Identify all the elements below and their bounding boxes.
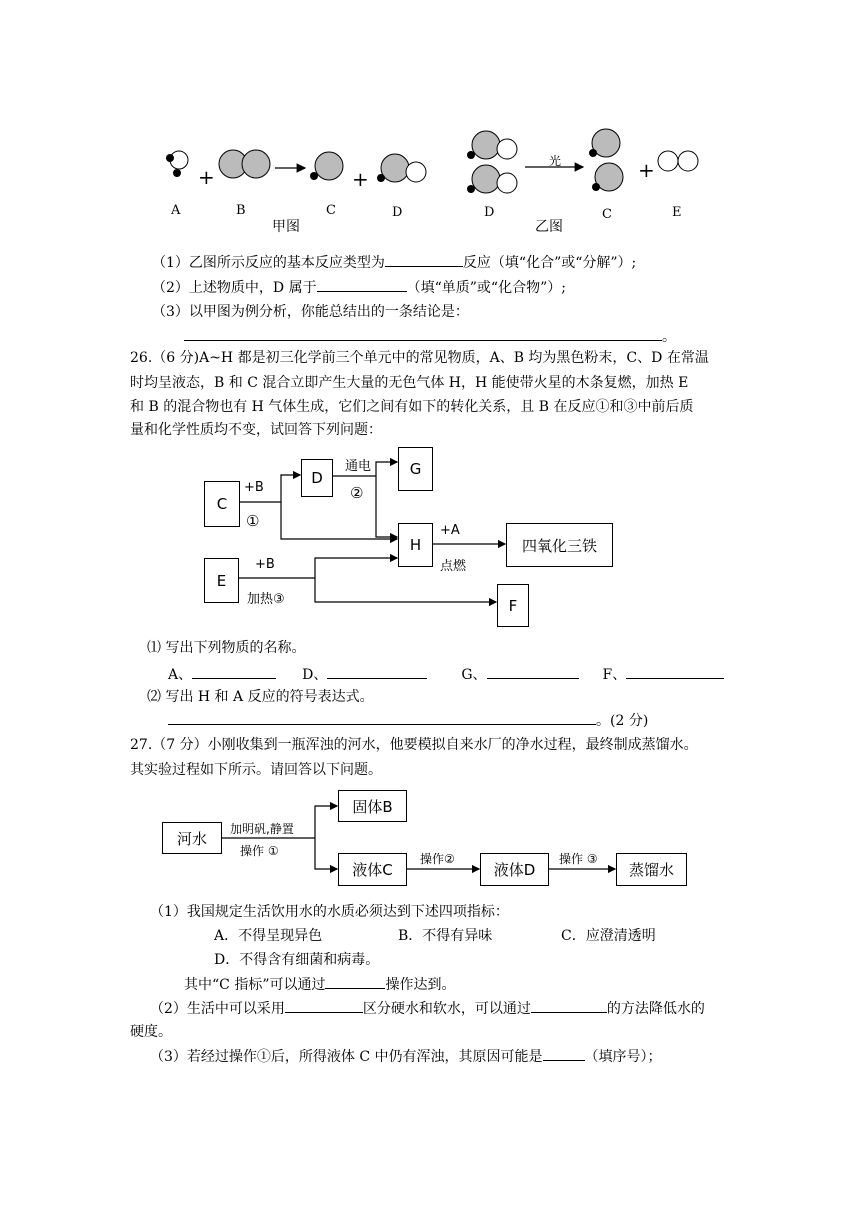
node-D: D	[301, 459, 333, 497]
q27-option-A: A．不得呈现异色	[214, 928, 323, 944]
q27-option-B: B．不得有异味	[398, 928, 493, 944]
answer-blank[interactable]	[531, 998, 607, 1013]
q25-part1: （1）乙图所示反应的基本反应类型为 反应（填“化合”或“分解”）;	[152, 252, 636, 273]
light-label: 光	[549, 154, 562, 168]
q26-sub1: ⑴ 写出下列物质的名称。	[147, 640, 306, 656]
flow-liquid-D: 液体D	[480, 853, 549, 886]
q27-option-C: C．应澄清透明	[561, 928, 656, 944]
answer-blank[interactable]	[325, 974, 385, 989]
q26-stem-line: 量和化学性质均不变，试回答下列问题：	[130, 422, 382, 438]
flow-solid-B: 固体B	[338, 790, 407, 822]
edge-label-circle2: ②	[350, 484, 364, 502]
answer-blank[interactable]	[285, 998, 363, 1013]
edge-label-heat: 加热③	[247, 592, 285, 607]
caption-yi: 乙图	[535, 219, 563, 235]
node-F: F	[497, 584, 529, 627]
label-D: D	[484, 205, 495, 220]
flow-label-op1: 操作 ①	[240, 844, 279, 858]
q27-stem-line: 27.（7 分）小刚收集到一瓶浑浊的河水，他要模拟自来水厂的净水过程，最终制成蒸馏水。	[130, 737, 698, 753]
flow-river-water: 河水	[162, 822, 222, 854]
label-B: B	[236, 203, 246, 218]
node-C: C	[204, 481, 240, 527]
flow-liquid-C: 液体C	[338, 853, 407, 886]
flow-label-op3: 操作 ③	[559, 852, 598, 866]
q27-c-indicator: 其中“C 指标”可以通过 操作达到。	[184, 974, 455, 995]
q27-stem-line: 其实验过程如下所示。请回答以下问题。	[130, 762, 382, 778]
plus-sign: +	[352, 167, 369, 191]
answer-blank[interactable]	[543, 1046, 585, 1061]
q27-part2: （2）生活中可以采用 区分硬水和软水，可以通过 的方法降低水的	[150, 998, 705, 1019]
q26-sub2: ⑵ 写出 H 和 A 反应的符号表达式。	[147, 689, 374, 705]
label-C: C	[326, 203, 336, 218]
q27-part2-cont: 硬度。	[130, 1024, 172, 1040]
label-E: E	[672, 205, 682, 220]
node-G: G	[398, 447, 433, 491]
flow-label-op2: 操作②	[420, 852, 455, 866]
plus-sign: +	[198, 165, 215, 189]
q25-part3: （3）以甲图为例分析，你能总结出的一条结论是：	[152, 304, 469, 320]
edge-label-ignite: 点燃	[440, 559, 467, 574]
q26-stem-line: 和 B 的混合物也有 H 气体生成，它们之间有如下的转化关系，且 B 在反应①和③中前后质	[130, 399, 694, 415]
plus-sign: +	[638, 158, 655, 182]
q27-part3: （3）若经过操作①后，所得液体 C 中仍有浑浊，其原因可能是 （填序号）；	[150, 1046, 662, 1067]
edge-label-electrolysis: 通电	[345, 459, 372, 474]
node-E: E	[204, 558, 239, 603]
q27-option-D: D．不得含有细菌和病毒。	[214, 952, 380, 968]
q26-stem-line: 时均呈液态，B 和 C 混合立即产生大量的无色气体 H，H 能使带火星的木条复燃，加热 E	[130, 375, 689, 391]
q26-answer-line: 。(2 分)	[168, 710, 648, 731]
node-H: H	[398, 523, 433, 567]
q25-part2: （2）上述物质中，D 属于 （填“单质”或“化合物”）;	[152, 277, 566, 298]
edge-label-plusA: +A	[440, 523, 460, 538]
caption-jia: 甲图	[272, 219, 300, 235]
edge-label-circle1: ①	[246, 512, 260, 530]
node-fe3o4: 四氧化三铁	[506, 523, 613, 567]
label-A: A	[171, 203, 181, 218]
label-C: C	[602, 207, 612, 222]
flow-label-alum: 加明矾,静置	[230, 822, 294, 836]
flow-distilled-water: 蒸馏水	[616, 853, 687, 886]
q26-stem-line: 26.（6 分)A~H 都是初三化学前三个单元中的常见物质，A、B 均为黑色粉末，C、D 在常温	[130, 350, 709, 366]
q25-answer-line: 。	[184, 326, 676, 347]
edge-label-plusB: +B	[255, 557, 275, 572]
edge-label-plusB: +B	[244, 480, 264, 495]
label-D: D	[392, 205, 403, 220]
q27-part1: （1）我国规定生活饮用水的水质必须达到下述四项指标：	[150, 904, 509, 920]
q26-name-answers: A、 D、 G、 F、	[168, 664, 724, 685]
